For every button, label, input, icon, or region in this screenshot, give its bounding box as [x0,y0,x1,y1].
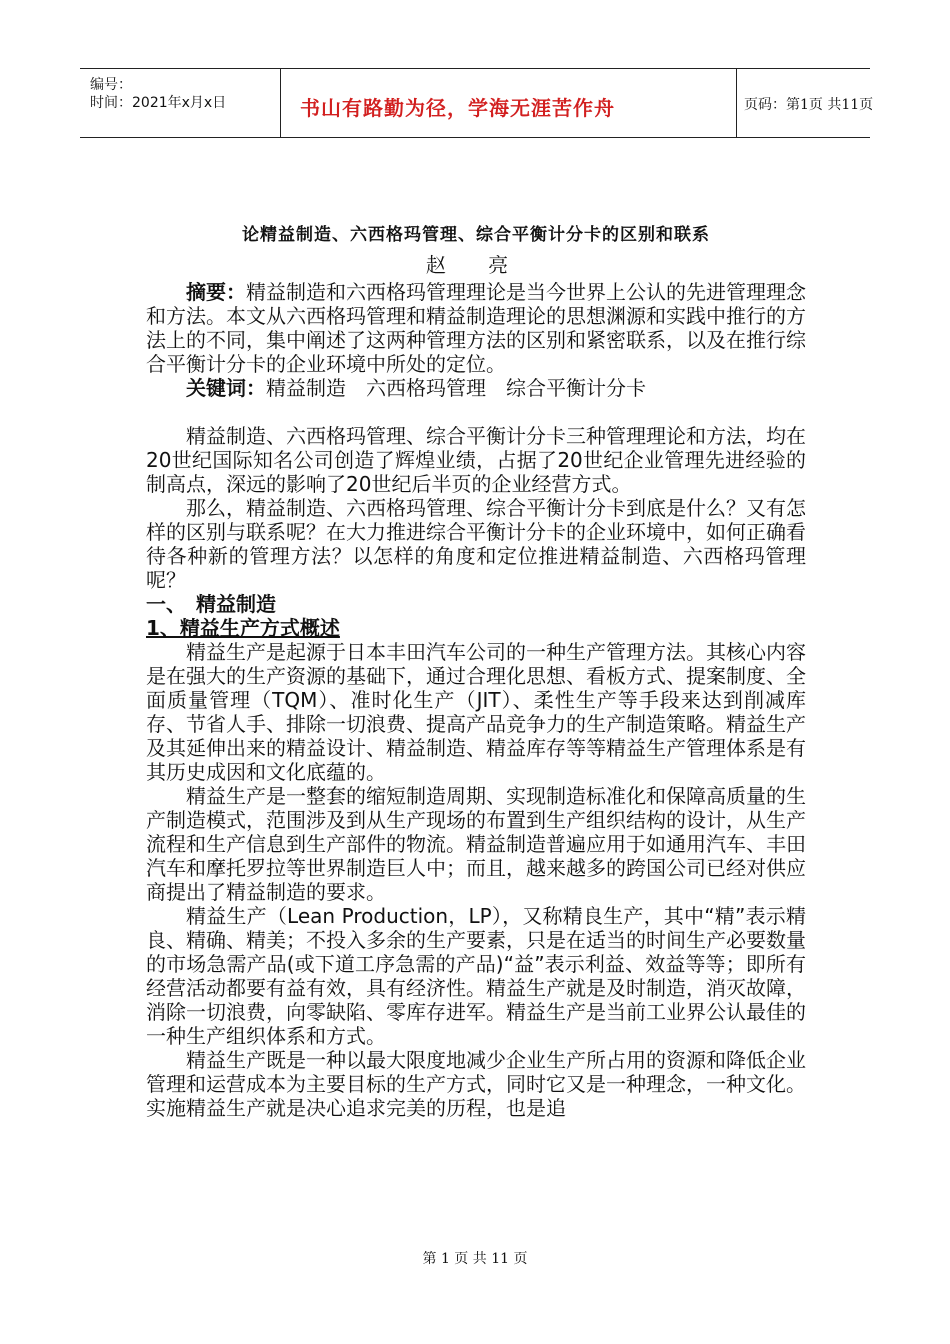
paragraph-6: 精益生产既是一种以最大限度地减少企业生产所占用的资源和降低企业管理和运营成本为主要目标的生产方式，同时它又是一种理念，一种文化。实施精益生产就是决心追求完美的历程，也是追 [146,1048,806,1120]
abstract [146,280,806,376]
time-label: 时间：2021年x月x日 [90,95,227,111]
page-info: 页码：第1页 共11页 [744,97,874,113]
header-page-cell [736,69,874,137]
author-name: 赵 亮 [425,253,527,277]
keywords-label: 关键词： [186,376,266,400]
header-meta-cell [80,69,281,137]
header-table [80,68,874,138]
number-label: 编号： [90,77,132,93]
motto-text: 书山有路勤为径，学海无涯苦作舟 [300,96,615,120]
page-footer: 第 1 页 共 11 页 [422,1251,528,1267]
abstract-label: 摘要： [186,280,246,304]
section-heading: 一、 精益制造 [146,592,276,616]
header-motto-cell [280,69,737,137]
paragraph-3: 精益生产是起源于日本丰田汽车公司的一种生产管理方法。其核心内容是在强大的生产资源的基础下，通过合理化思想、看板方式、提案制度、全面质量管理（TQM）、准时化生产（JIT）、柔性生产等手段来达到削减库存、节省人手、排除一切浪费、提高产品竞争力的生产制造策略。精益生产及其延伸出来的精益设计、精益制造、精益库存等等精益生产管理体系是有其历史成因和文化底蕴的。 [146,640,806,784]
paragraph-1: 精益制造、六西格玛管理、综合平衡计分卡三种管理理论和方法，均在20世纪国际知名公司创造了辉煌业绩，占据了20世纪企业管理先进经验的制高点，深远的影响了20世纪后半页的企业经营方式。 [146,424,806,496]
paragraph-5: 精益生产（Lean Production，LP），又称精良生产，其中“精”表示精良、精确、精美；不投入多余的生产要素，只是在适当的时间生产必要数量的市场急需产品(或下道工序急需的产品)“益”表示利益、效益等等；即所有经营活动都要有益有效，具有经济性。精益生产就是及时制造，消灭故障，消除一切浪费，向零缺陷、零库存进军。精益生产是当前工业界公认最佳的一种生产组织体系和方式。 [146,904,806,1048]
keywords-text: 精益制造 六西格玛管理 综合平衡计分卡 [266,376,646,400]
subsection-heading: 1、精益生产方式概述 [146,616,340,640]
document-title: 论精益制造、六西格玛管理、综合平衡计分卡的区别和联系 [242,225,710,245]
document-body [146,220,806,1120]
paragraph-2: 那么，精益制造、六西格玛管理、综合平衡计分卡到底是什么？又有怎样的区别与联系呢？在大力推进综合平衡计分卡的企业环境中，如何正确看待各种新的管理方法？以怎样的角度和定位推进精益制造、六西格玛管理呢？ [146,496,806,592]
paragraph-4: 精益生产是一整套的缩短制造周期、实现制造标准化和保障高质量的生产制造模式，范围涉及到从生产现场的布置到生产组织结构的设计，从生产流程和生产信息到生产部件的物流。精益制造普遍应用于如通用汽车、丰田汽车和摩托罗拉等世界制造巨人中；而且，越来越多的跨国公司已经对供应商提出了精益制造的要求。 [146,784,806,904]
abstract-text: 精益制造和六西格玛管理理论是当今世界上公认的先进管理理念和方法。本文从六西格玛管理和精益制造理论的思想渊源和实践中推行的方法上的不同，集中阐述了这两种管理方法的区别和紧密联系，以及在推行综合平衡计分卡的企业环境中所处的定位。 [146,280,806,376]
keywords [146,376,806,400]
